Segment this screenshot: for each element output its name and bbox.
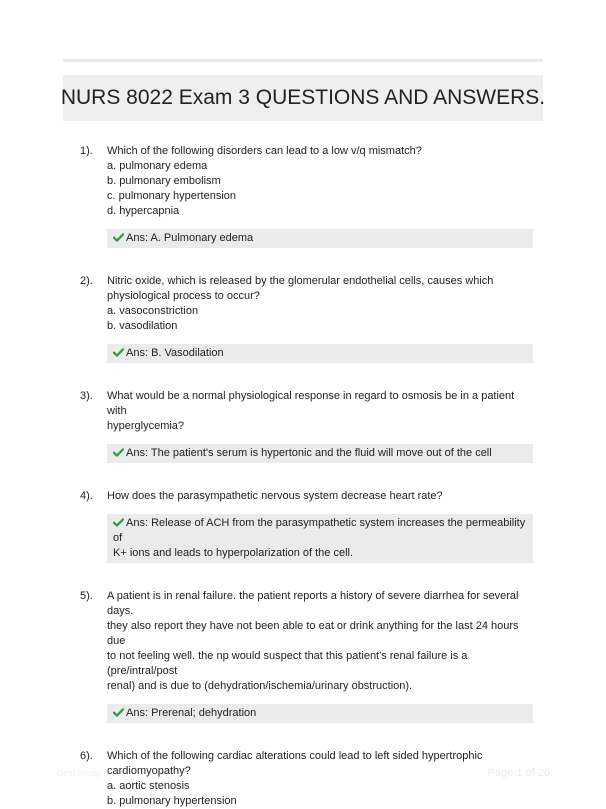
answer-box — [107, 444, 533, 463]
question-text: they also report they have not been able to eat or drink anything for the last 24 hours due — [107, 620, 519, 647]
question-text: Nitric oxide, which is released by the glomerular endothelial cells, causes which — [107, 275, 494, 287]
answer-line — [113, 546, 527, 561]
question-text: What would be a normal physiological response in regard to osmosis be in a patient with — [107, 390, 515, 417]
question-text: cardiomyopathy? — [107, 765, 191, 777]
answer-text: Ans: A. Pulmonary edema — [126, 232, 254, 244]
question-item — [80, 589, 536, 723]
check-icon — [113, 708, 124, 717]
title-banner — [60, 75, 546, 121]
answer-option: a. vasoconstriction — [107, 305, 199, 317]
answer-option: a. pulmonary edema — [107, 160, 208, 172]
answer-line — [113, 231, 527, 246]
question-item — [80, 489, 536, 563]
question-item — [80, 144, 536, 248]
question-body — [107, 274, 536, 363]
question-item — [80, 274, 536, 363]
answer-line — [113, 346, 527, 361]
question-text: hyperglycemia? — [107, 420, 185, 432]
answer-line — [113, 516, 527, 546]
question-text: Which of the following cardiac alterations could lead to left sided hypertrophic — [107, 750, 483, 762]
check-icon — [113, 233, 124, 242]
answer-box — [107, 704, 533, 723]
check-icon — [113, 348, 124, 357]
answer-option: b. pulmonary hypertension — [107, 795, 237, 807]
page-title: NURS 8022 Exam 3 QUESTIONS AND ANSWERS. — [60, 86, 546, 109]
question-number: 5). — [80, 590, 93, 602]
question-body — [107, 749, 536, 809]
footer-brand: Best Study — [57, 768, 101, 778]
check-icon — [113, 448, 124, 457]
question-body — [107, 489, 536, 563]
question-body — [107, 144, 536, 248]
question-item — [80, 749, 536, 809]
answer-option: c. pulmonary hypertension — [107, 190, 237, 202]
answer-box — [107, 514, 533, 563]
answer-option: b. pulmonary embolism — [107, 175, 221, 187]
question-number: 1). — [80, 145, 93, 157]
answer-text: Ans: Release of ACH from the parasympathetic system increases the permeability of — [113, 517, 526, 544]
question-text: to not feeling well. the np would suspect that this patient's renal failure is a (pre/intral/post — [107, 650, 468, 677]
page-number: Page 1 of 26 — [487, 767, 550, 779]
answer-text: Ans: Prerenal; dehydration — [126, 707, 257, 719]
question-number: 4). — [80, 490, 93, 502]
question-number: 6). — [80, 750, 93, 762]
answer-text: Ans: The patient's serum is hypertonic and the fluid will move out of the cell — [126, 447, 492, 459]
question-number: 3). — [80, 390, 93, 402]
top-divider — [63, 59, 543, 62]
question-text: How does the parasympathetic nervous system decrease heart rate? — [107, 490, 443, 502]
answer-option: d. hypercapnia — [107, 205, 180, 217]
question-body — [107, 389, 536, 463]
answer-option: a. aortic stenosis — [107, 780, 190, 792]
answer-text: Ans: B. Vasodilation — [126, 347, 224, 359]
answer-box — [107, 229, 533, 248]
question-text: A patient is in renal failure. the patient reports a history of severe diarrhea for several days. — [107, 590, 519, 617]
answer-text: K+ ions and leads to hyperpolarization of the cell. — [113, 547, 354, 559]
question-item — [80, 389, 536, 463]
answer-line — [113, 706, 527, 721]
check-icon — [113, 518, 124, 527]
question-text: renal) and is due to (dehydration/ischemia/urinary obstruction). — [107, 680, 413, 692]
answer-box — [107, 344, 533, 363]
answer-line — [113, 446, 527, 461]
answer-option: b. vasodilation — [107, 320, 178, 332]
question-list — [80, 144, 536, 809]
question-text: physiological process to occur? — [107, 290, 260, 302]
question-number: 2). — [80, 275, 93, 287]
question-body — [107, 589, 536, 723]
question-text: Which of the following disorders can lead to a low v/q mismatch? — [107, 145, 422, 157]
